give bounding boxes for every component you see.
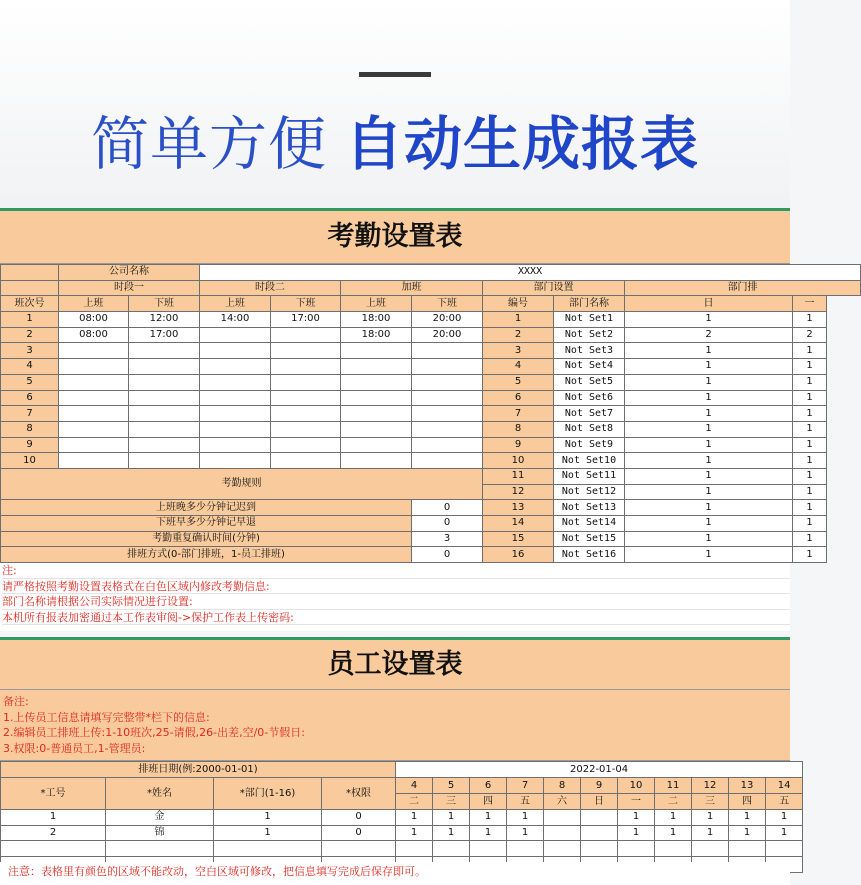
header-ot-on: 上班 — [341, 296, 412, 312]
dept-name[interactable]: Not Set8 — [554, 421, 625, 437]
dept-sched-mon[interactable]: 1 — [793, 406, 827, 422]
dept-sched-sun[interactable]: 1 — [625, 531, 793, 547]
employee-name[interactable]: 金 — [106, 810, 214, 826]
empty-cell[interactable] — [470, 841, 507, 857]
shift-time-p2-off[interactable] — [271, 359, 341, 375]
dept-sched-sun[interactable]: 1 — [625, 406, 793, 422]
day-weekday: 四 — [729, 794, 766, 810]
rule-label: 考勤重复确认时间(分钟) — [1, 531, 412, 547]
header-employee-dept: *部门(1-16) — [214, 778, 322, 810]
employee-note-line: 2.编辑员工排班上传:1-10班次,25-请假,26-出差,空/0-节假日: — [3, 726, 305, 740]
dept-sched-mon[interactable]: 1 — [793, 312, 827, 328]
dept-number: 14 — [483, 516, 554, 532]
empty-cell[interactable] — [692, 841, 729, 857]
employee-schedule-cell[interactable]: 1 — [766, 825, 803, 841]
dept-sched-sun[interactable]: 1 — [625, 421, 793, 437]
employee-note-line: 3.权限:0-普通员工,1-管理员: — [3, 741, 146, 755]
dept-number: 9 — [483, 437, 554, 453]
dept-sched-sun[interactable]: 1 — [625, 312, 793, 328]
company-label: 公司名称 — [59, 265, 200, 281]
shift-time-ot-off[interactable]: 20:00 — [412, 312, 483, 328]
dept-number: 12 — [483, 484, 554, 500]
attendance-table — [0, 264, 861, 563]
dept-name[interactable]: Not Set10 — [554, 453, 625, 469]
employee-id[interactable]: 1 — [1, 810, 106, 826]
shift-time-p1-off[interactable] — [129, 390, 200, 406]
shift-no: 4 — [1, 359, 59, 375]
dept-number: 6 — [483, 390, 554, 406]
employee-dept[interactable]: 1 — [214, 825, 322, 841]
shift-time-p1-on[interactable] — [59, 406, 129, 422]
employee-schedule-cell[interactable] — [544, 825, 581, 841]
company-value[interactable]: XXXX — [200, 265, 861, 281]
shift-time-p2-on[interactable] — [200, 359, 271, 375]
dept-name[interactable]: Not Set1 — [554, 312, 625, 328]
employee-dept[interactable]: 1 — [214, 810, 322, 826]
employee-schedule-cell[interactable]: 1 — [692, 825, 729, 841]
schedule-date-value[interactable]: 2022-01-04 — [396, 762, 803, 778]
dept-sched-mon[interactable]: 1 — [793, 421, 827, 437]
dept-name[interactable]: Not Set4 — [554, 359, 625, 375]
shift-time-p2-on[interactable] — [200, 437, 271, 453]
header-mon: 一 — [793, 296, 827, 312]
header-p2-off: 下班 — [271, 296, 341, 312]
shift-time-ot-on[interactable] — [341, 421, 412, 437]
header-employee-name: *姓名 — [106, 778, 214, 810]
dept-sched-sun[interactable]: 1 — [625, 516, 793, 532]
day-number: 11 — [655, 778, 692, 794]
day-number: 10 — [618, 778, 655, 794]
shift-time-p1-on[interactable] — [59, 359, 129, 375]
shift-time-p2-off[interactable]: 17:00 — [271, 312, 341, 328]
shift-time-p2-on[interactable] — [200, 390, 271, 406]
day-weekday: 三 — [433, 794, 470, 810]
attendance-note-line: 请严格按照考勤设置表格式在白色区域内修改考勤信息: — [2, 579, 790, 595]
employee-schedule-cell[interactable]: 1 — [433, 810, 470, 826]
dept-number: 16 — [483, 547, 554, 563]
shift-time-p2-on[interactable] — [200, 406, 271, 422]
dept-number: 8 — [483, 421, 554, 437]
group-period1: 时段一 — [59, 280, 200, 296]
header-dept-name: 部门名称 — [554, 296, 625, 312]
shift-time-ot-off[interactable]: 20:00 — [412, 327, 483, 343]
header-shift-no: 班次号 — [1, 296, 59, 312]
employee-table — [0, 761, 803, 872]
day-number: 4 — [396, 778, 433, 794]
dept-sched-mon[interactable]: 1 — [793, 359, 827, 375]
shift-time-p1-on[interactable] — [59, 390, 129, 406]
dept-name[interactable]: Not Set6 — [554, 390, 625, 406]
dept-name[interactable]: Not Set12 — [554, 484, 625, 500]
footer-note: 注意：表格里有颜色的区域不能改动，空白区域可修改，把信息填写完成后保存即可。 — [0, 862, 790, 885]
dept-sched-mon[interactable]: 1 — [793, 343, 827, 359]
employee-schedule-cell[interactable]: 1 — [396, 825, 433, 841]
shift-time-p2-off[interactable] — [271, 421, 341, 437]
shift-time-ot-on[interactable] — [341, 359, 412, 375]
day-number: 12 — [692, 778, 729, 794]
dept-sched-sun[interactable]: 1 — [625, 359, 793, 375]
day-weekday: 二 — [396, 794, 433, 810]
shift-time-ot-on[interactable]: 18:00 — [341, 312, 412, 328]
shift-time-p1-off[interactable] — [129, 421, 200, 437]
day-weekday: 一 — [618, 794, 655, 810]
group-period2: 时段二 — [200, 280, 341, 296]
shift-time-ot-off[interactable] — [412, 453, 483, 469]
dept-number: 15 — [483, 531, 554, 547]
dept-name[interactable]: Not Set5 — [554, 374, 625, 390]
rule-value[interactable]: 0 — [412, 516, 483, 532]
shift-no: 5 — [1, 374, 59, 390]
shift-time-p2-off[interactable] — [271, 343, 341, 359]
attendance-note-line: 注: — [2, 563, 790, 579]
shift-time-p1-off[interactable] — [129, 453, 200, 469]
dept-sched-mon[interactable]: 1 — [793, 516, 827, 532]
dept-name[interactable]: Not Set11 — [554, 468, 625, 484]
day-number: 6 — [470, 778, 507, 794]
shift-no: 6 — [1, 390, 59, 406]
employee-note-line: 备注: — [3, 695, 29, 708]
header-employee-id: *工号 — [1, 778, 106, 810]
shift-time-ot-on[interactable] — [341, 437, 412, 453]
dept-number: 3 — [483, 343, 554, 359]
empty-cell[interactable] — [214, 841, 322, 857]
empty-cell[interactable] — [544, 841, 581, 857]
employee-notes — [0, 690, 790, 761]
empty-cell[interactable] — [729, 841, 766, 857]
dept-sched-sun[interactable]: 1 — [625, 390, 793, 406]
employee-schedule-cell[interactable] — [581, 825, 618, 841]
employee-schedule-cell[interactable]: 1 — [618, 810, 655, 826]
employee-schedule-cell[interactable]: 1 — [507, 825, 544, 841]
shift-time-ot-off[interactable] — [412, 343, 483, 359]
shift-no: 8 — [1, 421, 59, 437]
rule-value[interactable]: 3 — [412, 531, 483, 547]
employee-schedule-cell[interactable]: 1 — [655, 825, 692, 841]
dept-sched-sun[interactable]: 1 — [625, 453, 793, 469]
shift-time-p2-off[interactable] — [271, 453, 341, 469]
shift-time-ot-off[interactable] — [412, 374, 483, 390]
empty-cell[interactable] — [581, 841, 618, 857]
attendance-note-line: 本机所有报表加密通过本工作表审阅->保护工作表上传密码: — [2, 610, 790, 626]
dept-name[interactable]: Not Set2 — [554, 327, 625, 343]
employee-schedule-cell[interactable]: 1 — [766, 810, 803, 826]
dept-sched-sun[interactable]: 1 — [625, 547, 793, 563]
day-weekday: 三 — [692, 794, 729, 810]
shift-time-ot-on[interactable]: 18:00 — [341, 327, 412, 343]
day-number: 9 — [581, 778, 618, 794]
employee-name[interactable]: 锦 — [106, 825, 214, 841]
shift-time-ot-off[interactable] — [412, 390, 483, 406]
attendance-note-line: 部门名称请根据公司实际情况进行设置: — [2, 594, 790, 610]
shift-time-ot-off[interactable] — [412, 437, 483, 453]
shift-time-p1-on[interactable] — [59, 437, 129, 453]
day-number: 8 — [544, 778, 581, 794]
employee-schedule-cell[interactable]: 1 — [470, 825, 507, 841]
shift-time-p1-off[interactable] — [129, 374, 200, 390]
day-weekday: 五 — [766, 794, 803, 810]
employee-schedule-cell[interactable]: 1 — [729, 825, 766, 841]
employee-perm[interactable]: 0 — [322, 810, 396, 826]
shift-no: 7 — [1, 406, 59, 422]
hero-title — [0, 108, 790, 180]
employee-schedule-cell[interactable]: 1 — [729, 810, 766, 826]
shift-time-p2-off[interactable] — [271, 374, 341, 390]
dept-name[interactable]: Not Set7 — [554, 406, 625, 422]
blank-cell — [1, 265, 59, 281]
group-dept-setting: 部门设置 — [483, 280, 625, 296]
day-number: 7 — [507, 778, 544, 794]
dept-sched-sun[interactable]: 1 — [625, 343, 793, 359]
empty-cell[interactable] — [655, 841, 692, 857]
dept-sched-mon[interactable]: 1 — [793, 468, 827, 484]
day-weekday: 六 — [544, 794, 581, 810]
shift-time-ot-on[interactable] — [341, 374, 412, 390]
dept-sched-sun[interactable]: 1 — [625, 484, 793, 500]
dept-name[interactable]: Not Set9 — [554, 437, 625, 453]
group-dept-sched: 部门排 — [625, 280, 861, 296]
shift-time-p2-off[interactable] — [271, 327, 341, 343]
employee-sheet — [0, 637, 790, 862]
header-employee-perm: *权限 — [322, 778, 396, 810]
shift-time-p1-off[interactable] — [129, 343, 200, 359]
shift-no: 2 — [1, 327, 59, 343]
dept-sched-sun[interactable]: 1 — [625, 468, 793, 484]
dept-name[interactable]: Not Set13 — [554, 500, 625, 516]
day-number: 5 — [433, 778, 470, 794]
header-p1-off: 下班 — [129, 296, 200, 312]
employee-schedule-cell[interactable]: 1 — [433, 825, 470, 841]
dept-number: 5 — [483, 374, 554, 390]
shift-no: 1 — [1, 312, 59, 328]
empty-cell[interactable] — [507, 841, 544, 857]
dept-number: 7 — [483, 406, 554, 422]
hero-decor-bar — [359, 72, 431, 77]
schedule-date-label: 排班日期(例:2000-01-01) — [1, 762, 396, 778]
shift-time-p1-on[interactable]: 08:00 — [59, 312, 129, 328]
day-weekday: 日 — [581, 794, 618, 810]
shift-time-ot-on[interactable] — [341, 343, 412, 359]
hero-title-bold: 自动生成报表 — [345, 110, 700, 178]
dept-sched-mon[interactable]: 1 — [793, 531, 827, 547]
dept-sched-mon[interactable]: 1 — [793, 374, 827, 390]
dept-number: 13 — [483, 500, 554, 516]
employee-schedule-cell[interactable]: 1 — [655, 810, 692, 826]
header-number: 编号 — [483, 296, 554, 312]
rules-title: 考勤规则 — [1, 468, 483, 499]
shift-time-p2-on[interactable] — [200, 343, 271, 359]
dept-name[interactable]: Not Set16 — [554, 547, 625, 563]
shift-time-p1-on[interactable]: 08:00 — [59, 327, 129, 343]
employee-schedule-cell[interactable]: 1 — [692, 810, 729, 826]
shift-time-ot-on[interactable] — [341, 406, 412, 422]
rule-label: 下班早多少分钟记早退 — [1, 516, 412, 532]
hero-title-light: 简单方便 — [90, 110, 327, 178]
empty-cell[interactable] — [396, 841, 433, 857]
attendance-title: 考勤设置表 — [0, 211, 790, 264]
hero-banner — [0, 0, 790, 208]
dept-name[interactable]: Not Set15 — [554, 531, 625, 547]
dept-number: 10 — [483, 453, 554, 469]
rule-value[interactable]: 0 — [412, 547, 483, 563]
dept-number: 2 — [483, 327, 554, 343]
day-number: 14 — [766, 778, 803, 794]
dept-name[interactable]: Not Set14 — [554, 516, 625, 532]
employee-schedule-cell[interactable]: 1 — [396, 810, 433, 826]
empty-cell[interactable] — [433, 841, 470, 857]
empty-cell[interactable] — [1, 841, 106, 857]
dept-sched-sun[interactable]: 1 — [625, 437, 793, 453]
shift-time-p2-on[interactable] — [200, 453, 271, 469]
dept-sched-mon[interactable]: 2 — [793, 327, 827, 343]
shift-time-ot-off[interactable] — [412, 406, 483, 422]
dept-sched-mon[interactable]: 1 — [793, 437, 827, 453]
empty-cell[interactable] — [322, 841, 396, 857]
header-p1-on: 上班 — [59, 296, 129, 312]
shift-no: 9 — [1, 437, 59, 453]
dept-sched-mon[interactable]: 1 — [793, 547, 827, 563]
day-number: 13 — [729, 778, 766, 794]
empty-cell[interactable] — [618, 841, 655, 857]
blank-cell — [1, 280, 59, 296]
shift-no: 3 — [1, 343, 59, 359]
header-sun: 日 — [625, 296, 793, 312]
shift-time-p2-on[interactable] — [200, 374, 271, 390]
shift-time-p2-off[interactable] — [271, 437, 341, 453]
shift-time-p2-on[interactable] — [200, 327, 271, 343]
shift-time-p1-off[interactable] — [129, 437, 200, 453]
empty-cell[interactable] — [106, 841, 214, 857]
attendance-sheet — [0, 208, 815, 631]
rule-label: 上班晚多少分钟记迟到 — [1, 500, 412, 516]
shift-time-p2-on[interactable]: 14:00 — [200, 312, 271, 328]
shift-time-p2-off[interactable] — [271, 406, 341, 422]
day-weekday: 五 — [507, 794, 544, 810]
employee-perm[interactable]: 0 — [322, 825, 396, 841]
dept-sched-sun[interactable]: 2 — [625, 327, 793, 343]
shift-time-p1-off[interactable]: 12:00 — [129, 312, 200, 328]
day-weekday: 四 — [470, 794, 507, 810]
dept-number: 11 — [483, 468, 554, 484]
dept-sched-sun[interactable]: 1 — [625, 374, 793, 390]
employee-title: 员工设置表 — [0, 640, 790, 690]
dept-number: 1 — [483, 312, 554, 328]
shift-time-p1-on[interactable] — [59, 374, 129, 390]
shift-time-p2-off[interactable] — [271, 390, 341, 406]
shift-time-p1-off[interactable] — [129, 359, 200, 375]
attendance-notes — [0, 563, 790, 625]
shift-time-ot-off[interactable] — [412, 421, 483, 437]
rule-value[interactable]: 0 — [412, 500, 483, 516]
shift-time-p1-on[interactable] — [59, 453, 129, 469]
shift-time-p1-on[interactable] — [59, 421, 129, 437]
header-p2-on: 上班 — [200, 296, 271, 312]
shift-time-ot-off[interactable] — [412, 359, 483, 375]
employee-note-line: 1.上传员工信息请填写完整带*栏下的信息: — [3, 710, 210, 724]
header-ot-off: 下班 — [412, 296, 483, 312]
employee-id[interactable]: 2 — [1, 825, 106, 841]
shift-no: 10 — [1, 453, 59, 469]
dept-sched-mon[interactable]: 1 — [793, 390, 827, 406]
shift-time-p2-on[interactable] — [200, 421, 271, 437]
shift-time-ot-on[interactable] — [341, 390, 412, 406]
employee-schedule-cell[interactable]: 1 — [470, 810, 507, 826]
shift-time-p1-off[interactable]: 17:00 — [129, 327, 200, 343]
employee-schedule-cell[interactable]: 1 — [618, 825, 655, 841]
shift-time-p1-off[interactable] — [129, 406, 200, 422]
dept-number: 4 — [483, 359, 554, 375]
dept-name[interactable]: Not Set3 — [554, 343, 625, 359]
dept-sched-mon[interactable]: 1 — [793, 484, 827, 500]
employee-schedule-cell[interactable]: 1 — [507, 810, 544, 826]
dept-sched-sun[interactable]: 1 — [625, 500, 793, 516]
dept-sched-mon[interactable]: 1 — [793, 453, 827, 469]
group-overtime: 加班 — [341, 280, 483, 296]
dept-sched-mon[interactable]: 1 — [793, 500, 827, 516]
day-weekday: 二 — [655, 794, 692, 810]
rule-label: 排班方式(0-部门排班，1-员工排班) — [1, 547, 412, 563]
shift-time-p1-on[interactable] — [59, 343, 129, 359]
shift-time-ot-on[interactable] — [341, 453, 412, 469]
employee-schedule-cell[interactable] — [544, 810, 581, 826]
empty-cell[interactable] — [766, 841, 803, 857]
employee-schedule-cell[interactable] — [581, 810, 618, 826]
